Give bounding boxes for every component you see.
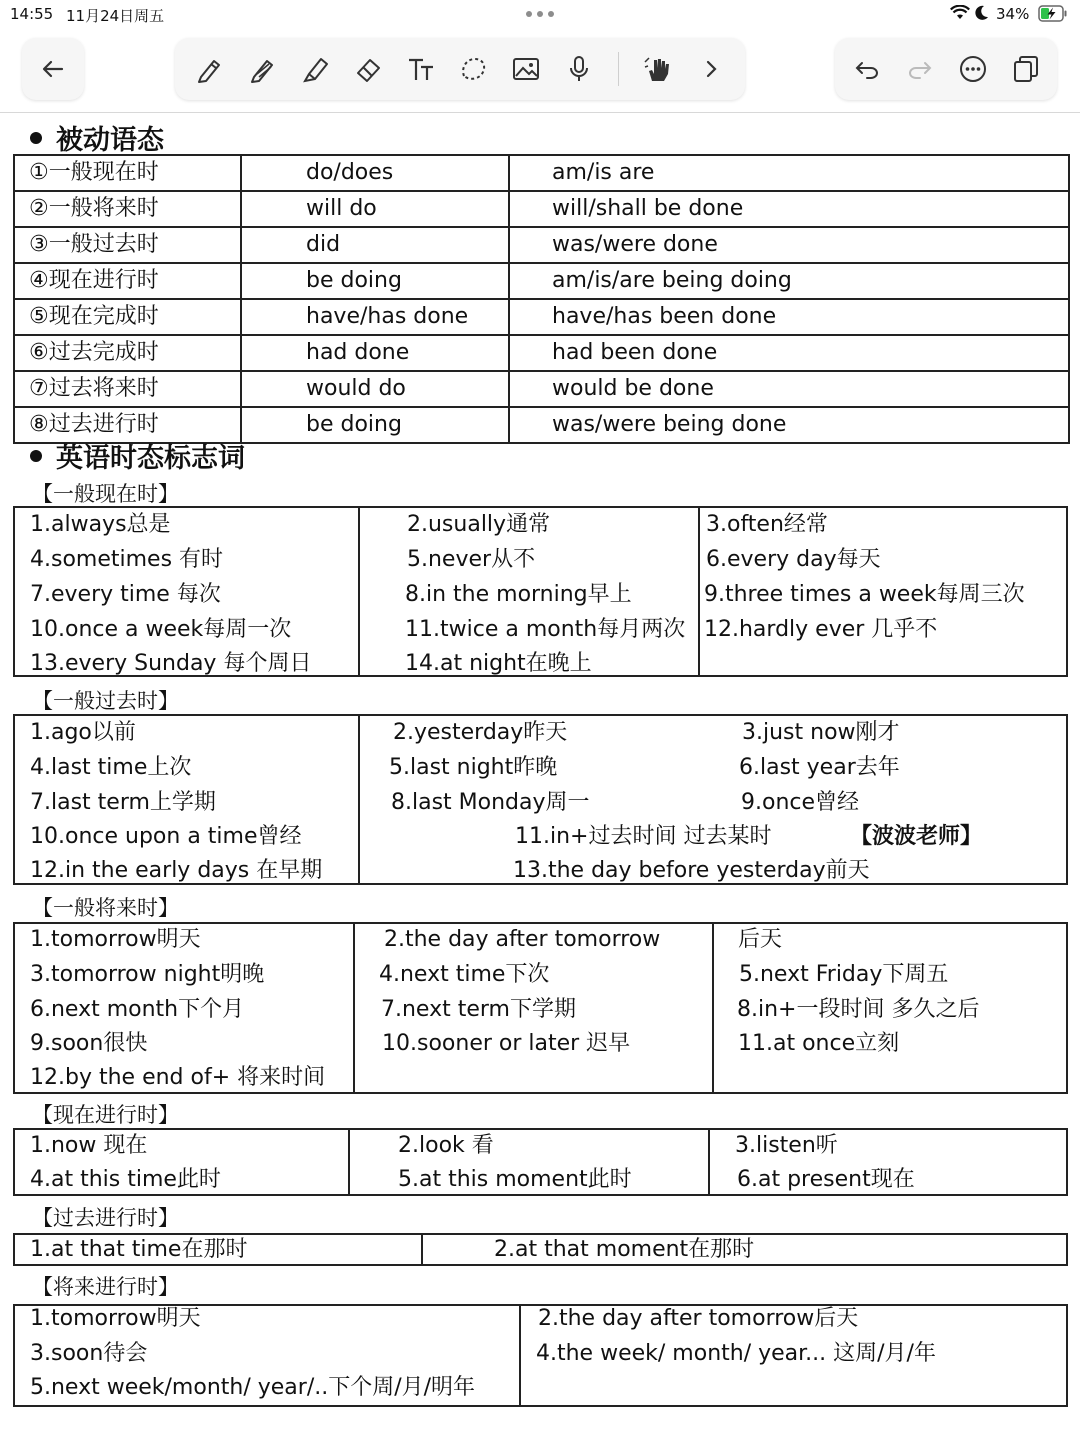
tense-name-cell: ①一般现在时	[14, 155, 241, 191]
passive-form-cell: am/is/are being doing	[509, 263, 1069, 299]
marker-item: 9.three times a week每周三次	[704, 582, 1025, 607]
tense-name-cell: ⑥过去完成时	[14, 335, 241, 371]
moon-icon	[975, 5, 989, 25]
eraser-icon[interactable]	[348, 49, 388, 89]
marker-item: 13.the day before yesterday前天	[513, 858, 870, 883]
past-progressive-box	[13, 1233, 1068, 1266]
undo-icon[interactable]	[847, 49, 886, 89]
tense-name-cell: ②一般将来时	[14, 191, 241, 227]
marker-item: 7.every time 每次	[30, 582, 221, 607]
marker-item: 14.at night在晚上	[405, 651, 592, 676]
toolbar-divider	[618, 52, 619, 86]
active-form-cell: be doing	[241, 263, 509, 299]
column-divider	[353, 924, 355, 1092]
tense-name-cell: ⑦过去将来时	[14, 371, 241, 407]
column-divider	[519, 1306, 521, 1405]
pencil-icon[interactable]	[242, 49, 282, 89]
tense-name-cell: ⑧过去进行时	[14, 407, 241, 443]
column-divider	[698, 508, 700, 675]
marker-item: 1.tomorrow明天	[30, 927, 201, 952]
pen-icon[interactable]	[189, 49, 229, 89]
tense-name-cell: ⑤现在完成时	[14, 299, 241, 335]
marker-item: 后天	[738, 927, 783, 952]
heading-text: 被动语态	[56, 125, 164, 156]
label-present-simple: 【一般现在时】	[32, 482, 179, 506]
marker-item: 8.in+一段时间 多久之后	[737, 997, 980, 1022]
highlighter-icon[interactable]	[295, 49, 335, 89]
column-divider	[712, 924, 714, 1092]
marker-item: 3.often经常	[706, 512, 828, 537]
column-divider	[358, 508, 360, 675]
marker-item: 6.next month下个月	[30, 997, 245, 1022]
marker-item: 5.last night昨晚	[389, 755, 558, 780]
text-tool-icon[interactable]	[401, 49, 441, 89]
passive-form-cell: would be done	[509, 371, 1069, 407]
back-button[interactable]	[22, 38, 84, 100]
marker-item: 5.at this moment此时	[398, 1167, 632, 1192]
wifi-icon	[950, 5, 970, 25]
status-bar	[0, 0, 1080, 28]
past-simple-box	[13, 714, 1068, 885]
marker-item: 10.sooner or later 迟早	[382, 1031, 631, 1056]
marker-item: 2.the day after tomorrow后天	[538, 1306, 859, 1331]
active-form-cell: will do	[241, 191, 509, 227]
marker-item: 5.next week/month/ year/..下个周/月/明年	[30, 1375, 476, 1400]
marker-item: 1.tomorrow明天	[30, 1306, 201, 1331]
table-row	[14, 155, 1069, 191]
future-simple-box	[13, 922, 1068, 1094]
marker-item: 10.once a week每周一次	[30, 617, 292, 642]
battery-charging-icon	[1038, 5, 1068, 26]
passive-form-cell: was/were being done	[509, 407, 1069, 443]
marker-item: 13.every Sunday 每个周日	[30, 651, 312, 676]
section-heading-markers	[30, 436, 245, 475]
future-progressive-box	[13, 1304, 1068, 1407]
marker-item: 12.hardly ever 几乎不	[704, 617, 938, 642]
marker-item: 1.ago以前	[30, 720, 136, 745]
column-divider	[348, 1130, 350, 1194]
marker-item: 3.soon待会	[30, 1341, 148, 1366]
label-future-progressive: 【将来进行时】	[32, 1275, 179, 1299]
marker-item: 3.just now刚才	[742, 720, 900, 745]
marker-item: 4.next time下次	[379, 962, 550, 987]
marker-item: 6.at present现在	[737, 1167, 915, 1192]
lasso-icon[interactable]	[454, 49, 494, 89]
marker-item: 2.usually通常	[407, 512, 551, 537]
marker-item: 11.twice a month每月两次	[405, 617, 686, 642]
hand-pointer-icon[interactable]	[638, 49, 678, 89]
marker-item: 11.in+过去时间 过去某时	[515, 824, 772, 849]
marker-item: 6.last year去年	[739, 755, 900, 780]
active-form-cell: had done	[241, 335, 509, 371]
more-icon[interactable]	[953, 49, 992, 89]
marker-item: 3.listen听	[735, 1133, 838, 1158]
marker-item: 1.now 现在	[30, 1133, 148, 1158]
label-past-progressive: 【过去进行时】	[32, 1206, 179, 1230]
label-future-simple: 【一般将来时】	[32, 896, 179, 920]
active-form-cell: did	[241, 227, 509, 263]
marker-item: 11.at once立刻	[738, 1031, 900, 1056]
table-row	[14, 299, 1069, 335]
active-form-cell: do/does	[241, 155, 509, 191]
marker-item: 5.next Friday下周五	[739, 962, 949, 987]
marker-item: 8.last Monday周一	[391, 790, 590, 815]
teacher-watermark: 【波波老师】	[850, 824, 983, 849]
table-row	[14, 335, 1069, 371]
pages-icon[interactable]	[1006, 49, 1045, 89]
marker-item: 12.by the end of+ 将来时间	[30, 1065, 326, 1090]
tense-name-cell: ④现在进行时	[14, 263, 241, 299]
passive-form-cell: had been done	[509, 335, 1069, 371]
chevron-right-icon[interactable]	[691, 49, 731, 89]
bullet-dot	[30, 450, 42, 462]
marker-item: 10.once upon a time曾经	[30, 824, 302, 849]
table-row	[14, 371, 1069, 407]
table-row	[14, 227, 1069, 263]
marker-item: 7.next term下学期	[381, 997, 576, 1022]
active-form-cell: be doing	[241, 407, 509, 443]
passive-voice-table	[13, 154, 1070, 444]
column-divider	[421, 1235, 423, 1264]
marker-item: 6.every day每天	[706, 547, 881, 572]
passive-form-cell: am/is are	[509, 155, 1069, 191]
marker-item: 2.look 看	[398, 1133, 494, 1158]
column-divider	[358, 716, 360, 883]
marker-item: 9.soon很快	[30, 1031, 148, 1056]
marker-item: 7.last term上学期	[30, 790, 216, 815]
marker-item: 8.in the morning早上	[405, 582, 632, 607]
section-heading-passive	[30, 118, 164, 157]
arrow-left-icon	[33, 49, 73, 89]
marker-item: 12.in the early days 在早期	[30, 858, 323, 883]
edit-actions	[835, 38, 1057, 100]
present-simple-box	[13, 506, 1068, 677]
table-row	[14, 191, 1069, 227]
active-form-cell: have/has done	[241, 299, 509, 335]
marker-item: 4.at this time此时	[30, 1167, 221, 1192]
battery-percent: 34%	[996, 5, 1030, 23]
marker-item: 3.tomorrow night明晚	[30, 962, 265, 987]
multitasking-dots[interactable]	[526, 11, 554, 17]
active-form-cell: would do	[241, 371, 509, 407]
label-past-simple: 【一般过去时】	[32, 689, 179, 713]
column-divider	[708, 1130, 710, 1194]
marker-item: 4.last time上次	[30, 755, 192, 780]
heading-text: 英语时态标志词	[56, 443, 245, 474]
marker-item: 2.at that moment在那时	[494, 1237, 755, 1262]
image-icon[interactable]	[506, 49, 546, 89]
tense-name-cell: ③一般过去时	[14, 227, 241, 263]
redo-icon[interactable]	[900, 49, 939, 89]
drawing-tools	[175, 38, 745, 100]
note-toolbar	[0, 28, 1080, 113]
marker-item: 5.never从不	[407, 547, 536, 572]
microphone-icon[interactable]	[559, 49, 599, 89]
label-present-progressive: 【现在进行时】	[32, 1103, 179, 1127]
bullet-dot	[30, 132, 42, 144]
passive-form-cell: will/shall be done	[509, 191, 1069, 227]
marker-item: 2.yesterday昨天	[393, 720, 568, 745]
marker-item: 4.sometimes 有时	[30, 547, 224, 572]
passive-form-cell: was/were done	[509, 227, 1069, 263]
status-date: 11月24日周五	[66, 7, 165, 25]
marker-item: 1.always总是	[30, 512, 171, 537]
marker-item: 9.once曾经	[741, 790, 860, 815]
passive-form-cell: have/has been done	[509, 299, 1069, 335]
marker-item: 1.at that time在那时	[30, 1237, 248, 1262]
present-progressive-box	[13, 1128, 1068, 1196]
marker-item: 2.the day after tomorrow	[384, 927, 661, 952]
status-time: 14:55	[10, 5, 54, 23]
marker-item: 4.the week/ month/ year... 这周/月/年	[536, 1341, 936, 1366]
table-row	[14, 263, 1069, 299]
